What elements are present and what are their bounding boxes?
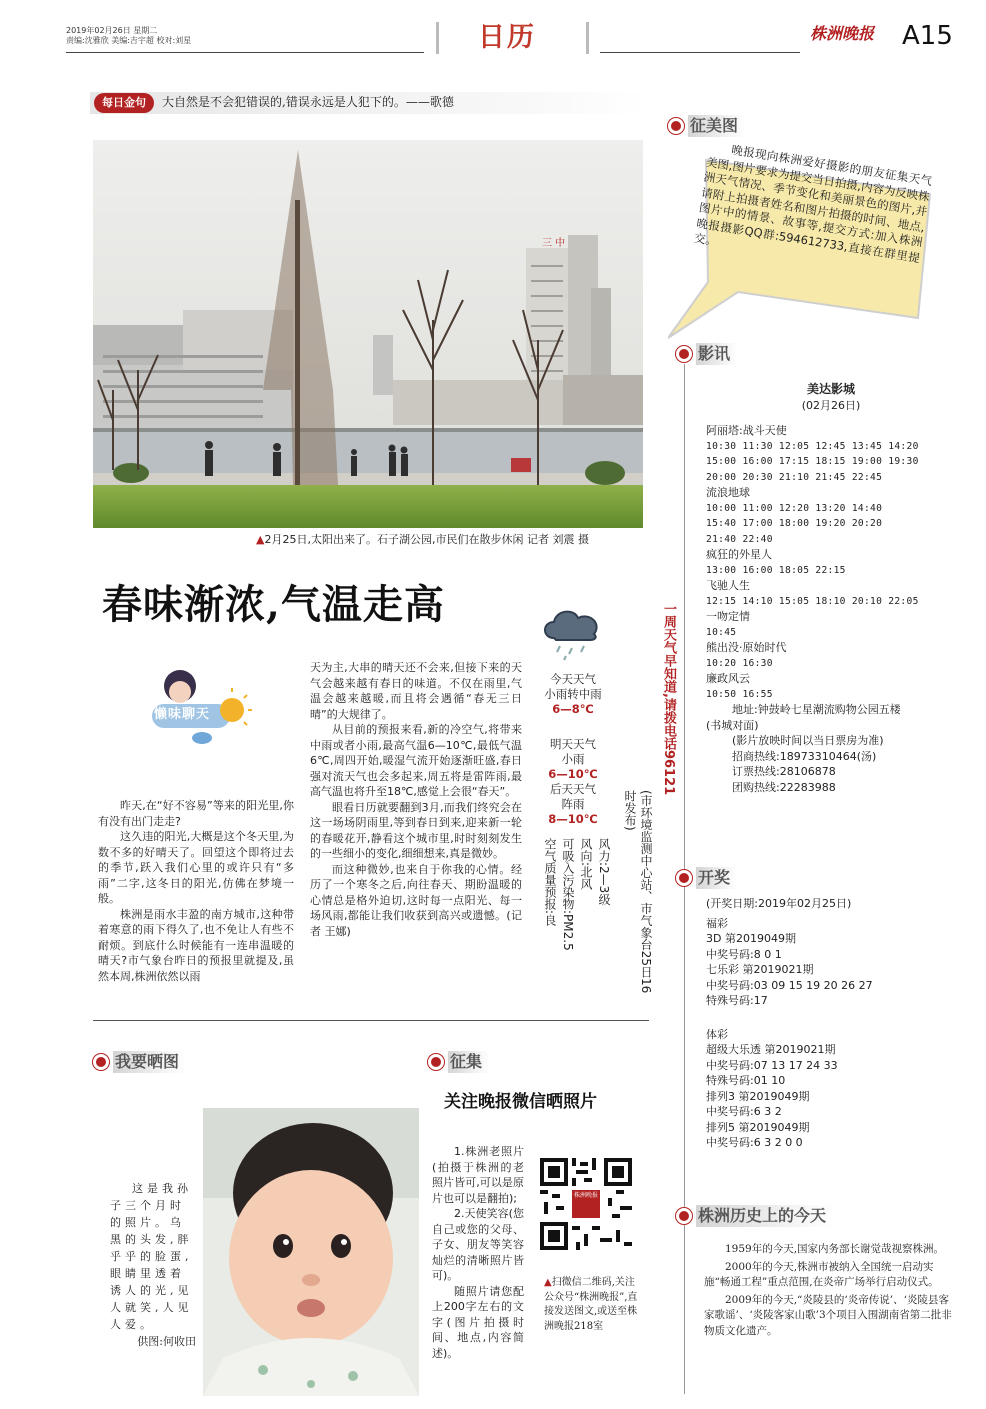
movie-times: 12:15 14:10 15:05 18:10 20:10 22:05 bbox=[706, 595, 919, 607]
zhengji-text bbox=[432, 1144, 524, 1361]
weather-hotline-text: 一周天气早知道,请拨电话96121 bbox=[661, 602, 676, 796]
section-label: 开奖 bbox=[696, 867, 738, 889]
movie-title: 阿丽塔:战斗天使 bbox=[706, 424, 787, 437]
weather-hotline bbox=[622, 602, 676, 1002]
lottery-results bbox=[706, 896, 956, 1151]
weather-source: (市环境监测中心站、市气象台25日16时发布) bbox=[623, 790, 653, 994]
history-item: 2009年的今天,“炎陵县的‘炎帝传说’、‘炎陵县客家歌谣’、‘炎陵客家山歌’3个项目入围湖南省第二批非物质文化遗产。 bbox=[704, 1293, 952, 1337]
building-sign: 三 中 bbox=[542, 238, 566, 249]
section-label: 征美图 bbox=[688, 115, 746, 137]
shaitu-caption bbox=[110, 1180, 196, 1350]
history-list bbox=[704, 1242, 954, 1341]
qr-caption bbox=[544, 1276, 640, 1334]
newspaper-logo: 株洲晚报 bbox=[810, 24, 875, 43]
article-paragraph: 这久违的阳光,大概是这个冬天里,为数不多的好晴天了。回望这个即将过去的季节,跃入我们心里的或许只有“多雨”二字,这冬日的阳光,仿佛在梦境一般。 bbox=[98, 830, 294, 905]
rain-cloud-icon bbox=[540, 600, 606, 667]
section-zhengmeitu bbox=[668, 114, 746, 138]
section-label: 征集 bbox=[448, 1051, 490, 1073]
qr-caption-text: 扫微信二维码,关注公众号“株洲晚报”,直接发送图文,或送至株洲晚报218室 bbox=[544, 1277, 638, 1332]
movie-times: 10:20 16:30 bbox=[706, 657, 773, 669]
section-label: 我要晒图 bbox=[113, 1051, 187, 1073]
weather-after-desc: 阵雨 bbox=[561, 797, 585, 811]
column-badge-label: 懒味聊天 bbox=[154, 707, 211, 722]
movie-title: 熊出没·原始时代 bbox=[706, 641, 787, 654]
header-meta bbox=[66, 26, 191, 46]
section-title: 日历 bbox=[478, 22, 536, 53]
weather-air-quality: 空气质量预报:良 bbox=[543, 838, 557, 927]
section-shaitu bbox=[93, 1050, 187, 1074]
section-divider bbox=[93, 1020, 649, 1021]
shaitu-credit: 供图:何收田 bbox=[137, 1335, 196, 1348]
lottery-line: 中奖号码:8 0 1 bbox=[706, 947, 782, 961]
caption-triangle-icon: ▲ bbox=[256, 533, 265, 546]
movie-title: 廉政风云 bbox=[706, 672, 750, 685]
header-divider-left bbox=[436, 22, 439, 54]
park-photo bbox=[93, 140, 643, 528]
article-paragraph: 眼看日历就要翻到3月,而我们终究会在这一场场阴雨里,等到春日到来,迎来新一轮的春暖花开,静看这个城市里,时时刻刻发生的一些细小的变化,细细想来,真是微妙。 bbox=[310, 800, 522, 860]
movie-title: 疯狂的外星人 bbox=[706, 548, 772, 561]
weather-tomorrow-desc: 小雨 bbox=[561, 752, 585, 766]
section-dot-icon bbox=[676, 346, 692, 362]
header-rule-left bbox=[66, 52, 424, 53]
weather-today-label: 今天天气 bbox=[550, 672, 596, 686]
movie-times: 15:40 17:00 18:00 19:20 20:20 bbox=[706, 518, 883, 529]
qr-code-icon bbox=[540, 1158, 632, 1250]
weather-today-desc: 小雨转中雨 bbox=[544, 687, 602, 701]
section-dot-icon bbox=[676, 870, 692, 886]
weather-after-temp: 8—10℃ bbox=[548, 812, 598, 826]
daily-quote bbox=[90, 92, 645, 114]
section-label: 影讯 bbox=[696, 343, 738, 365]
weather-tomorrow-temp: 6—10℃ bbox=[548, 767, 598, 781]
zhengji-item: 随照片请您配上200字左右的文字(图片拍摄时间、地点,内容简述)。 bbox=[432, 1284, 524, 1360]
section-dot-icon bbox=[428, 1054, 444, 1070]
section-yingxun bbox=[676, 342, 738, 366]
cinema-hotline: 招商热线:18973310464(汤) bbox=[732, 749, 877, 763]
cinema-note: (影片放映时间以当日票房为准) bbox=[732, 734, 884, 747]
shaitu-text: 这是我孙子三个月时的照片。乌黑的头发,胖乎乎的脸蛋,眼睛里透着诱人的光,见人就笑,人见人爱。 bbox=[110, 1182, 193, 1331]
header-date: 2019年02月26日 星期二 bbox=[66, 26, 158, 35]
movie-title: 一吻定情 bbox=[706, 610, 750, 623]
article-column-2 bbox=[310, 660, 522, 939]
lottery-ticai-title: 体彩 bbox=[706, 1027, 728, 1041]
lottery-line: 排列3 第2019049期 bbox=[706, 1089, 810, 1103]
section-dot-icon bbox=[668, 118, 684, 134]
rain-cloud-icon-svg bbox=[540, 600, 606, 662]
article-paragraph: 株洲是雨水丰盈的南方城市,这种带着寒意的雨下得久了,也不免让人有些不耐烦。到底什么时候能有一连串温暖的晴天?市气象台昨日的预报里就提及,虽然本周,株洲依然以雨 bbox=[98, 907, 294, 983]
zhengmeitu-text: 晚报现向株洲爱好摄影的朋友征集天气美图,图片要求为提交当日拍摄,内容为反映株洲天气情况、季节变化和美丽景色的图片,并请附上拍摄者姓名和图片拍摄的时间、地点,图片中的情景、故事等,提交方式:加入株洲晚报摄影QQ群:594612733,直接在群里提交。 bbox=[693, 142, 934, 265]
cinema-address-note: (书城对面) bbox=[706, 718, 759, 732]
movie-times: 10:50 16:55 bbox=[706, 688, 773, 700]
movie-times: 15:00 16:00 17:15 18:15 19:00 19:30 bbox=[706, 456, 919, 467]
movie-title: 飞驰人生 bbox=[706, 579, 750, 592]
daily-quote-label: 每日金句 bbox=[94, 93, 154, 113]
zhengji-item: 1.株洲老照片(拍摄于株洲的老照片皆可,可以是原片也可以是翻拍); bbox=[432, 1145, 524, 1205]
section-kaijiang bbox=[676, 866, 738, 890]
weather-pollutant: 可吸入污染物:PM2.5 bbox=[561, 838, 575, 951]
lottery-fucai-title: 福彩 bbox=[706, 916, 728, 930]
movie-listing bbox=[706, 382, 956, 795]
header-editors: 责编:沈雅欣 美编:吉宇超 校对:刘星 bbox=[66, 36, 192, 45]
column-badge bbox=[140, 668, 256, 752]
section-label: 株洲历史上的今天 bbox=[696, 1205, 834, 1227]
lottery-date: (开奖日期:2019年02月25日) bbox=[706, 897, 852, 910]
article-paragraph: 而这种微妙,也来自于你我的心情。经历了一个寒冬之后,向往春天、期盼温暖的心情总是格外迫切,这时每一点阳光、每一场风雨,都能让我们收获到高兴或遗憾。(记者 王娜) bbox=[310, 862, 522, 938]
history-item: 1959年的今天,国家内务部长谢觉哉视察株洲。 bbox=[725, 1243, 945, 1255]
qr-badge-text: 株洲晚报 bbox=[574, 1192, 599, 1199]
section-dot-icon bbox=[93, 1054, 109, 1070]
section-dot-icon bbox=[676, 1208, 692, 1224]
baby-photo bbox=[203, 1108, 419, 1396]
cinema-hotline: 团购热线:22283988 bbox=[732, 780, 836, 794]
lottery-line: 特殊号码:17 bbox=[706, 994, 768, 1007]
wechat-qr-code[interactable] bbox=[540, 1158, 632, 1250]
lottery-line: 排列5 第2019049期 bbox=[706, 1120, 810, 1134]
movie-title: 流浪地球 bbox=[706, 486, 750, 499]
caption-triangle-icon: ▲ bbox=[544, 1277, 552, 1288]
article-headline: 春味渐浓,气温走高 bbox=[102, 581, 445, 628]
lottery-line: 七乐彩 第2019021期 bbox=[706, 963, 814, 976]
lottery-line: 中奖号码:6 3 2 0 0 bbox=[706, 1136, 803, 1149]
article-paragraph: 昨天,在“好不容易”等来的阳光里,你有没有出门走走? bbox=[98, 799, 294, 828]
cinema-hotline: 订票热线:28106878 bbox=[732, 765, 836, 778]
photo-caption-text: 2月25日,太阳出来了。石子湖公园,市民们在散步休闲 记者 刘震 摄 bbox=[264, 533, 589, 546]
weather-wind-dir: 风向:北风 bbox=[579, 838, 593, 891]
lottery-line: 特殊号码:01 10 bbox=[706, 1074, 786, 1087]
cinema-date: (02月26日) bbox=[801, 398, 861, 412]
movie-times: 10:30 11:30 12:05 12:45 13:45 14:20 bbox=[706, 440, 919, 452]
weather-forecast bbox=[533, 672, 613, 831]
weather-wind-force: 风力:2—3级 bbox=[597, 838, 611, 906]
movie-times: 13:00 16:00 18:05 22:15 bbox=[706, 564, 846, 576]
lottery-line: 中奖号码:03 09 15 19 20 26 27 bbox=[706, 978, 873, 992]
section-zhengji bbox=[428, 1050, 490, 1074]
page-number: A15 bbox=[902, 21, 953, 51]
section-history bbox=[676, 1204, 834, 1228]
movie-times: 21:40 22:40 bbox=[706, 533, 773, 545]
lottery-line: 中奖号码:6 3 2 bbox=[706, 1105, 782, 1118]
article-paragraph: 从目前的预报来看,新的冷空气,将带来中雨或者小雨,最高气温6—10℃,最低气温6℃,周四开始,暖湿气流开始逐渐旺盛,春日强对流天气也会多起来,周五将是雷阵雨,最高气温也将升至18℃,感觉上会很“春天”。 bbox=[310, 723, 522, 798]
weather-today-temp: 6—8℃ bbox=[552, 702, 594, 716]
history-item: 2000年的今天,株洲市被纳入全国统一启动实施“畅通工程”重点范围,在炎帝广场举行启动仪式。 bbox=[704, 1260, 939, 1288]
header-divider-right bbox=[586, 22, 589, 54]
weather-after-label: 后天天气 bbox=[550, 782, 596, 796]
article-paragraph-continued: 天为主,大串的晴天还不会来,但接下来的天气会越来越有春日的味道。不仅在雨里,气温会越来越暖,而且将会遇循“春无三日晴”的大规律了。 bbox=[310, 661, 522, 721]
cinema-address: 地址:钟鼓岭七星潮流购物公园五楼 bbox=[732, 703, 901, 716]
movie-times: 10:00 11:00 12:20 13:20 14:40 bbox=[706, 502, 883, 514]
movie-times: 20:00 20:30 21:10 21:45 22:45 bbox=[706, 471, 883, 483]
photo-caption bbox=[256, 532, 589, 548]
lottery-line: 超级大乐透 第2019021期 bbox=[706, 1043, 836, 1056]
zhengji-title: 关注晚报微信晒照片 bbox=[444, 1092, 597, 1112]
weather-details bbox=[542, 838, 612, 1008]
baby-photo-illustration bbox=[203, 1108, 419, 1396]
park-photo-illustration bbox=[93, 140, 643, 528]
cinema-name: 美达影城 bbox=[806, 382, 855, 396]
header-rule-right bbox=[600, 52, 800, 53]
daily-quote-text: 大自然是不会犯错误的,错误永远是人犯下的。——歌德 bbox=[162, 95, 454, 110]
weather-tomorrow-label: 明天天气 bbox=[550, 737, 596, 751]
movie-times: 10:45 bbox=[706, 626, 737, 638]
lottery-line: 3D 第2019049期 bbox=[706, 932, 796, 945]
article-column-1 bbox=[98, 798, 294, 984]
lottery-line: 中奖号码:07 13 17 24 33 bbox=[706, 1058, 838, 1072]
zhengji-item: 2.天使笑容(您自己或您的父母、子女、朋友等笑容灿烂的清晰照片皆可)。 bbox=[432, 1207, 524, 1282]
